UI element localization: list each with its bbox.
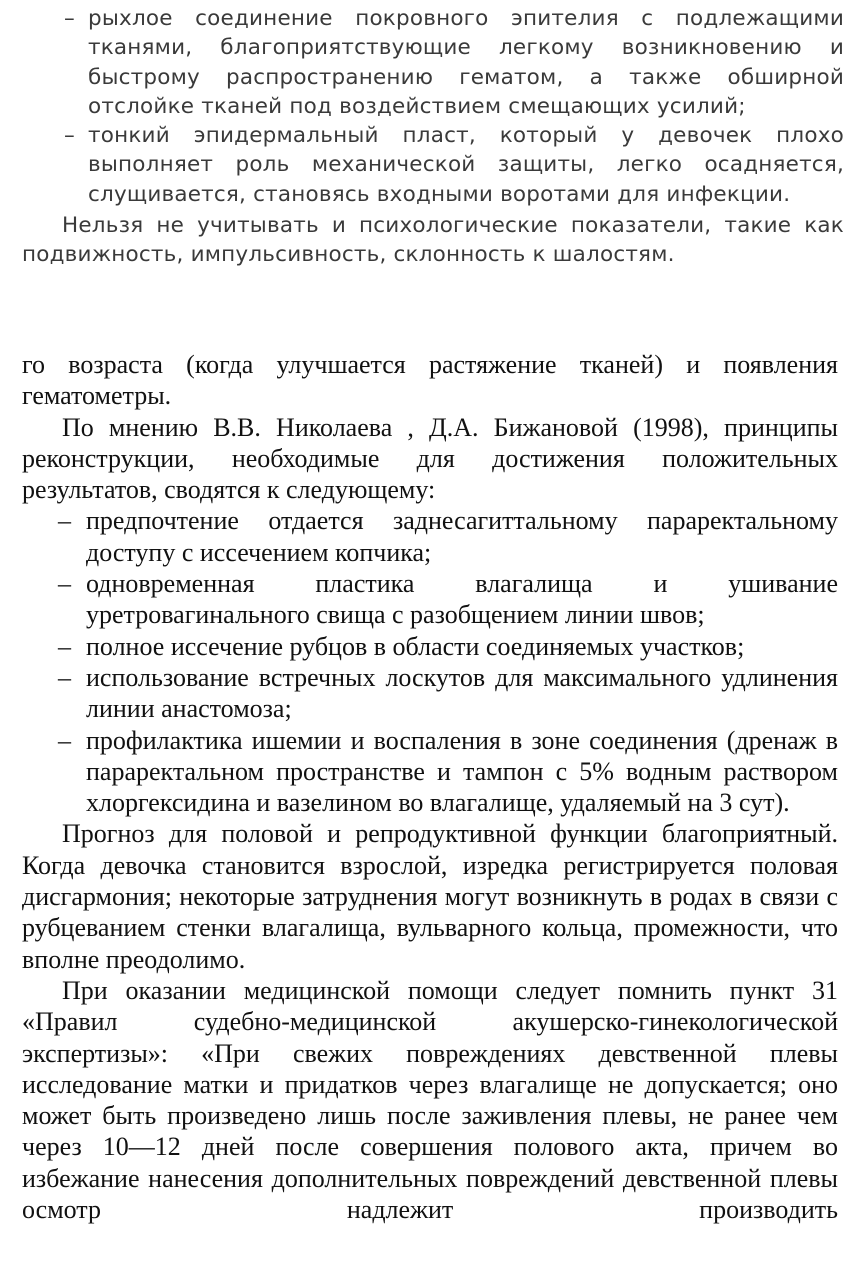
main-text <box>22 349 838 1225</box>
list-item <box>22 4 844 121</box>
list-dash: – <box>58 725 71 755</box>
paragraph-psychological: Нельзя не учитывать и психологические показатели, такие как подвижность, импульсивность, склонность к шалостям. <box>22 213 844 268</box>
list-dash: – <box>58 662 71 692</box>
paragraph-intro: По мнению В.В. Николаева , Д.А. Бижановой (1998), принципы реконструкции, необходимые для достижения положительных результатов, сводятся к следующему: <box>22 412 838 505</box>
principle-text: использование встречных лоскутов для максимального удлинения линии анастомоза; <box>86 662 838 724</box>
principle-item <box>22 568 838 631</box>
principle-text: одновременная пластика влагалища и ушивание уретровагинального свища с разобщением линии швов; <box>86 569 838 630</box>
principle-text: профилактика ишемии и воспаления в зоне соединения (дренаж в параректальном пространстве и тампон с 5% водным раствором хлоргексидина и вазелином во влагалище, удаляемый на 3 сут). <box>86 725 838 818</box>
principle-item <box>22 505 838 568</box>
list-dash: – <box>58 631 71 661</box>
paragraph-prognosis: Прогноз для половой и репродуктивной функции благоприятный. Когда девочка становится взрослой, изредка регистрируется половая дисгармония; некоторые затруднения могут возникнуть в родах в связи с рубцеванием стенки влагалища, вульварного кольца, промежности, что вполне преодолимо. <box>22 819 838 974</box>
principle-text: предпочтение отдается заднесагиттальному параректальному доступу с иссечением копчика; <box>86 506 838 567</box>
list-item <box>22 121 844 209</box>
top-text-fragment <box>22 4 844 270</box>
principle-item <box>22 662 838 725</box>
list-item-text: рыхлое соединение покровного эпителия с подлежащими тканями, благоприятствующие легкому возникновению и быстрому распространению гематом, а также обширной отслойке тканей под воздействием смещающих усилий; <box>88 6 844 119</box>
list-dash: – <box>58 569 71 599</box>
principle-item <box>22 631 838 662</box>
principle-item <box>22 725 838 819</box>
list-dash: – <box>58 506 71 536</box>
principle-text: полное иссечение рубцов в области соединяемых участков; <box>86 631 745 661</box>
list-dash: – <box>64 123 75 149</box>
paragraph-rule: При оказании медицинской помощи следует помнить пункт 31 «Правил судебно-медицинской акушерско-гинекологической экспертизы»: «При свежих повреждениях девственной плевы исследование матки и придатков через влагалище не допускается; оно может быть произведено лишь после заживления плевы, не ранее чем через 10—12 дней после совершения полового акта, причем во избежание нанесения дополнительных повреждений девственной плевы осмотр надлежит производить <box>22 975 838 1225</box>
list-item-text: тонкий эпидермальный пласт, который у девочек плохо выполняет роль механической защиты, легко осадняется, слущивается, становясь входными воротами для инфекции. <box>88 123 844 207</box>
paragraph-continuation: го возраста (когда улучшается растяжение тканей) и появления гематометры. <box>22 350 838 411</box>
list-dash: – <box>64 6 75 31</box>
